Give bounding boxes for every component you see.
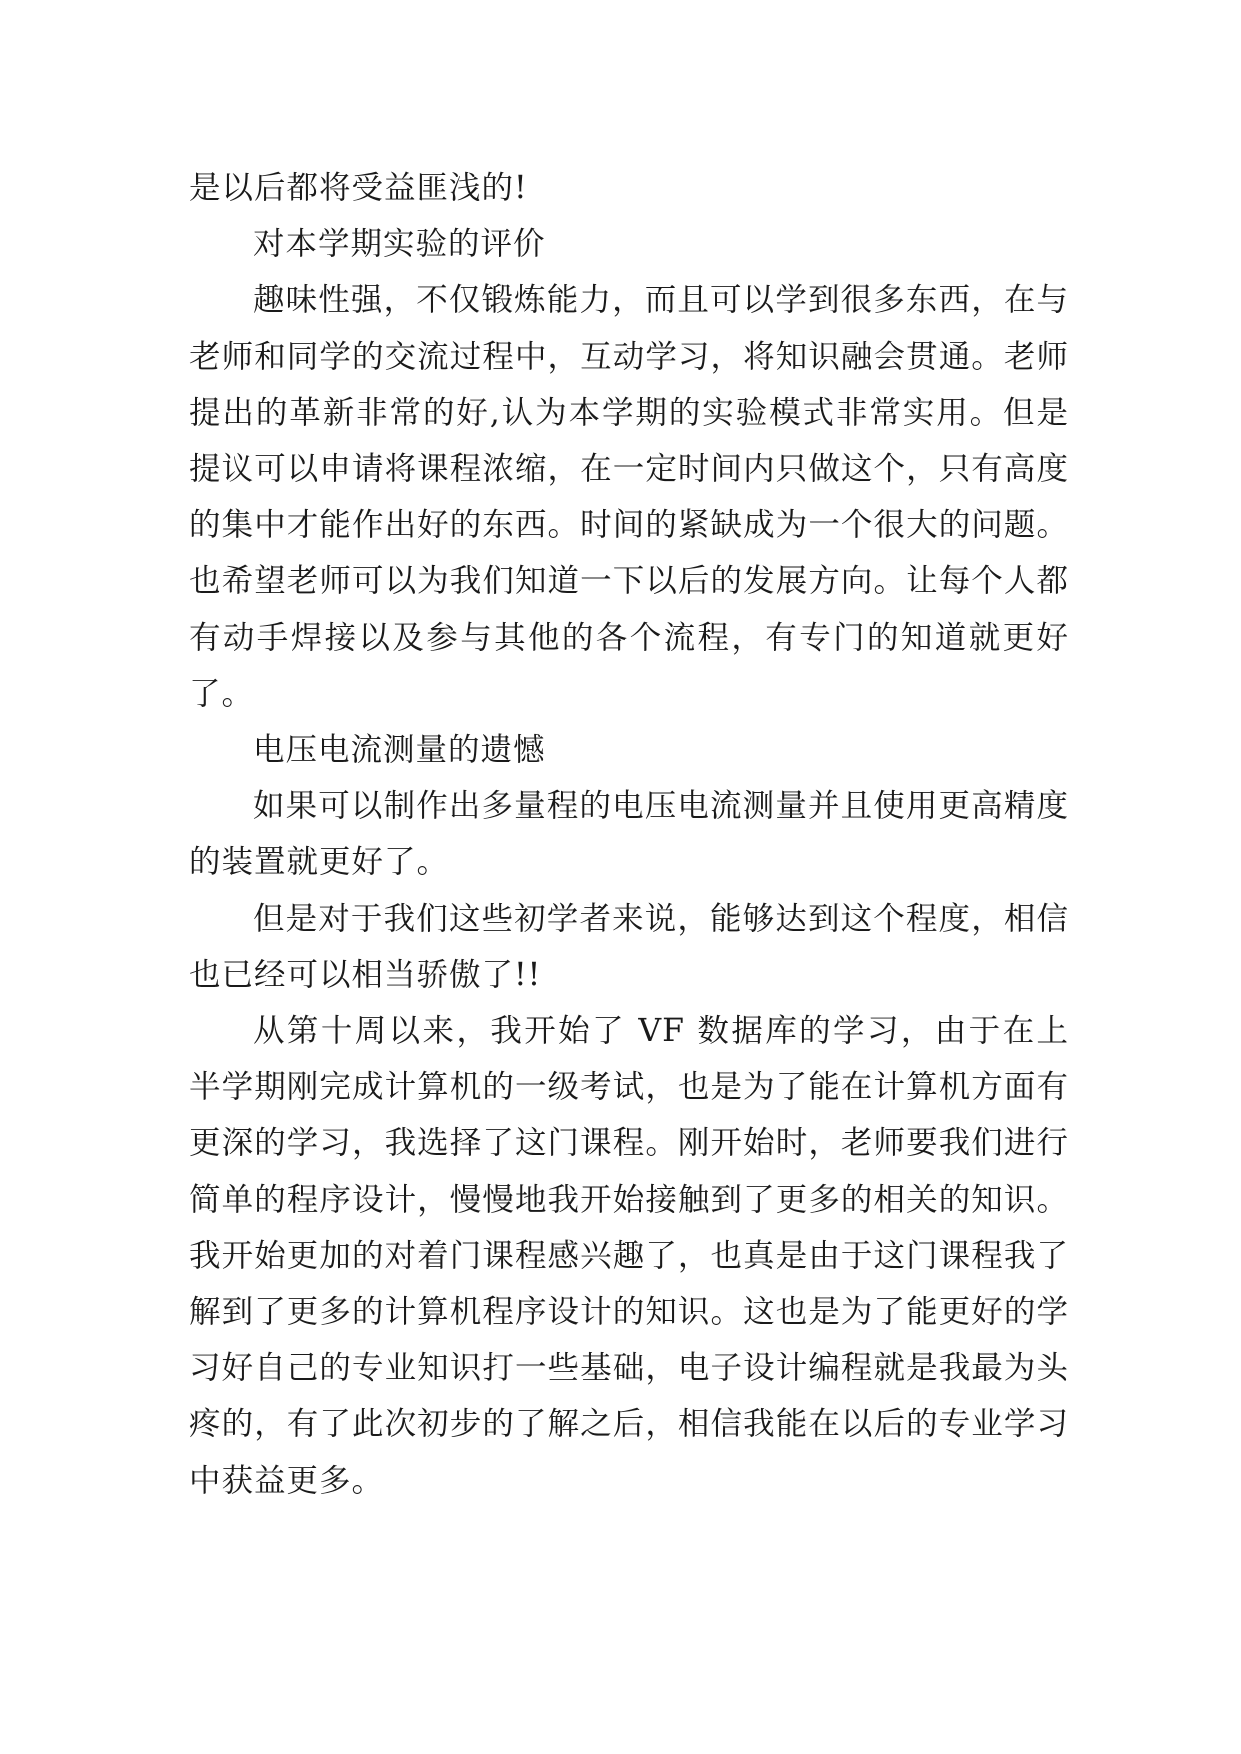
- paragraph-beginner-pride: 但是对于我们这些初学者来说，能够达到这个程度，相信也已经可以相当骄傲了!!: [189, 900, 1069, 993]
- section-heading-measurement-regret: 电压电流测量的遗憾: [253, 732, 546, 769]
- paragraph-vf-database-study: 从第十周以来，我开始了 VF 数据库的学习，由于在上半学期刚完成计算机的一级考试，也是为了能在计算机方面有更深的学习，我选择了这门课程。刚开始时，老师要我们进行简单的程序设计，慢慢地我开始接触到了更多的相关的知识。我开始更加的对着门课程感兴趣了，也真是由于这门课程我了解到了更多的计算机程序设计的知识。这也是为了能更好的学习好自己的专业知识打一些基础，电子设计编程就是我最为头疼的，有了此次初步的了解之后，相信我能在以后的专业学习中获益更多。: [189, 1013, 1069, 1499]
- paragraph-measurement-regret: 如果可以制作出多量程的电压电流测量并且使用更高精度的装置就更好了。: [189, 788, 1069, 881]
- paragraph-experiment-evaluation: 趣味性强，不仅锻炼能力，而且可以学到很多东西，在与老师和同学的交流过程中，互动学习，将知识融会贯通。老师提出的革新非常的好,认为本学期的实验模式非常实用。但是提议可以申请将课程浓缩，在一定时间内只做这个，只有高度的集中才能作出好的东西。时间的紧缺成为一个很大的问题。也希望老师可以为我们知道一下以后的发展方向。让每个人都有动手焊接以及参与其他的各个流程，有专门的知道就更好了。: [189, 282, 1069, 712]
- paragraph-continuation: 是以后都将受益匪浅的!: [189, 170, 528, 206]
- document-body: [189, 160, 1069, 1509]
- section-heading-experiment-evaluation: 对本学期实验的评价: [253, 226, 546, 263]
